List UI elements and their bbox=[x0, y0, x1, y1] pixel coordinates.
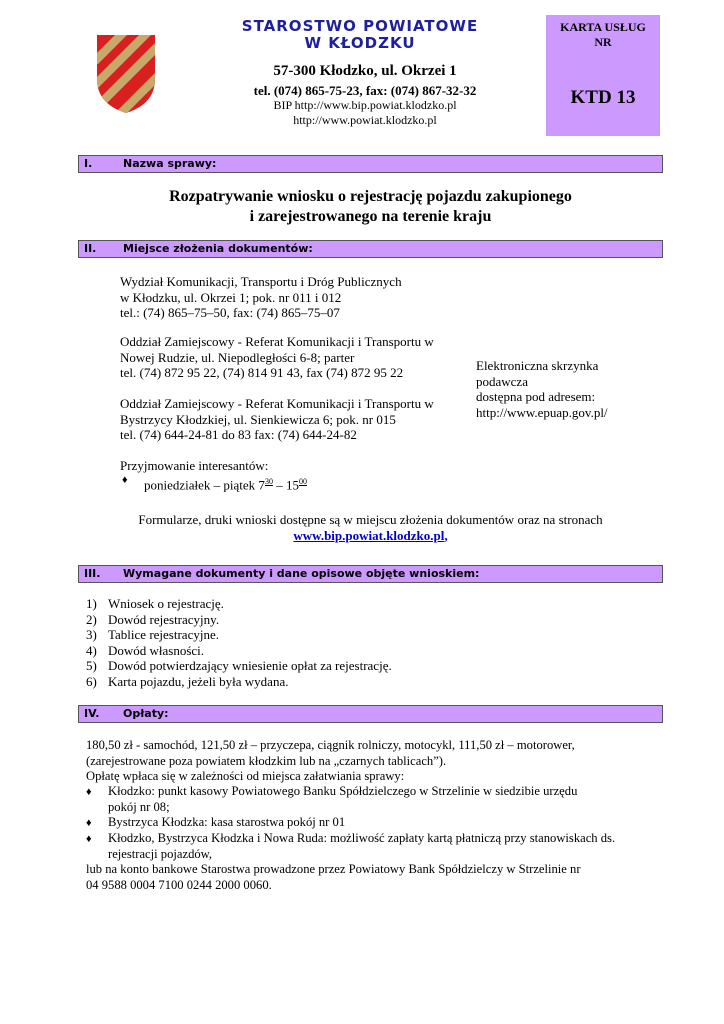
org-address: 57-300 Kłodzko, ul. Okrzei 1 bbox=[273, 63, 457, 79]
list-item-number: 2) bbox=[86, 611, 97, 627]
fees-bullet-3 bbox=[108, 831, 656, 862]
section-bar-3 bbox=[78, 565, 663, 583]
list-item-text: Dowód rejestracyjny. bbox=[108, 611, 220, 627]
org-phone: tel. (074) 865-75-23, fax: (074) 867-32-32 bbox=[253, 83, 477, 98]
fees-bullet-1 bbox=[108, 784, 656, 815]
service-card-box bbox=[546, 15, 660, 136]
section-label: Miejsce złożenia dokumentów: bbox=[123, 242, 313, 255]
epuap-line: dostępna pod adresem: bbox=[476, 389, 596, 404]
section-bar-1 bbox=[78, 155, 663, 173]
list-item-text: Tablice rejestracyjne. bbox=[108, 627, 219, 642]
epuap-url: http://www.epuap.gov.pl/ bbox=[476, 404, 608, 420]
section-number: IV. bbox=[84, 707, 100, 720]
forms-link-suffix: , bbox=[444, 527, 448, 543]
office-1-block bbox=[120, 274, 465, 321]
office-hours bbox=[144, 474, 444, 493]
hours-to-minutes: 00 bbox=[298, 477, 307, 486]
list-item-text: Wniosek o rejestrację. bbox=[108, 596, 224, 611]
section-label: Opłaty: bbox=[123, 707, 169, 720]
bullet-icon: ♦ bbox=[86, 833, 92, 845]
case-title bbox=[78, 187, 663, 227]
documents-list bbox=[86, 596, 646, 689]
list-item-number: 4) bbox=[86, 642, 97, 658]
list-item-number: 1) bbox=[86, 596, 97, 611]
coat-of-arms-icon bbox=[96, 34, 156, 114]
hours-from-minutes: 30 bbox=[264, 477, 273, 486]
forms-note-text: Formularze, druki wnioski dostępne są w miejscu złożenia dokumentów oraz na stronach bbox=[138, 512, 603, 527]
bank-account-block bbox=[86, 862, 656, 893]
section-label: Nazwa sprawy: bbox=[123, 157, 217, 170]
fees-note: (zarejestrowane poza powiatem kłodzkim lub na „czarnych tablicach”). bbox=[86, 753, 447, 768]
office-2-block bbox=[120, 334, 465, 381]
section-number: I. bbox=[84, 157, 93, 170]
office-2-line: Nowej Rudzie, ul. Niepodległości 6-8; parter bbox=[120, 349, 355, 365]
bullet-icon: ♦ bbox=[122, 474, 128, 486]
list-item-number: 3) bbox=[86, 627, 97, 642]
hours-days: poniedziałek – piątek 7 bbox=[144, 477, 265, 493]
org-name-line2: W KŁODZKU bbox=[304, 34, 416, 52]
card-label-line1: KARTA USŁUG bbox=[560, 20, 646, 34]
org-bip: BIP http://www.bip.powiat.klodzko.pl bbox=[273, 98, 457, 112]
list-item bbox=[86, 627, 646, 643]
case-title-line1: Rozpatrywanie wniosku o rejestrację pojazdu zakupionego bbox=[169, 188, 572, 205]
bip-link[interactable]: www.bip.powiat.klodzko.pl bbox=[293, 527, 445, 543]
epuap-line: Elektroniczna skrzynka bbox=[476, 358, 599, 373]
section-number: II. bbox=[84, 242, 97, 255]
forms-note bbox=[78, 512, 663, 543]
case-title-line2: i zarejestrowanego na terenie kraju bbox=[249, 208, 492, 225]
list-item-text: Dowód własności. bbox=[108, 642, 205, 658]
list-item bbox=[86, 612, 646, 628]
list-item bbox=[86, 674, 646, 690]
office-3-line: Bystrzycy Kłodzkiej, ul. Sienkiewicza 6; pok. nr 015 bbox=[120, 411, 396, 427]
office-1-line: Wydział Komunikacji, Transportu i Dróg Publicznych bbox=[120, 274, 402, 289]
fees-bullet-text: Kłodzko, Bystrzyca Kłodzka i Nowa Ruda: możliwość zapłaty kartą płatniczą przy stanowiskach ds. bbox=[108, 831, 616, 845]
fees-payment-intro: Opłatę wpłaca się w zależności od miejsca załatwiania sprawy: bbox=[86, 769, 405, 783]
list-item-text: Dowód potwierdzający wniesienie opłat za rejestrację. bbox=[108, 658, 392, 673]
section-bar-2 bbox=[78, 240, 663, 258]
bullet-icon: ♦ bbox=[86, 817, 92, 829]
fees-block bbox=[86, 738, 656, 785]
office-1-line: w Kłodzku, ul. Okrzei 1; pok. nr 011 i 012 bbox=[120, 289, 342, 305]
fees-bullet-text: Kłodzko: punkt kasowy Powiatowego Banku Spółdzielczego w Strzelinie w siedzibie urzędu bbox=[108, 784, 578, 798]
office-2-line: Oddział Zamiejscowy - Referat Komunikacji i Transportu w bbox=[120, 334, 434, 349]
bullet-icon: ♦ bbox=[86, 786, 92, 798]
section-bar-4 bbox=[78, 705, 663, 723]
bank-account-intro: lub na konto bankowe Starostwa prowadzone przez Powiatowy Bank Spółdzielczy w Strzelinie nr bbox=[86, 862, 581, 876]
hours-label: Przyjmowanie interesantów: bbox=[120, 458, 269, 473]
fees-bullet-text: rejestracji pojazdów, bbox=[108, 846, 213, 861]
fees-bullet-text: pokój nr 08; bbox=[108, 799, 170, 814]
list-item-number: 6) bbox=[86, 673, 97, 689]
org-www: http://www.powiat.klodzko.pl bbox=[293, 113, 437, 127]
list-item bbox=[86, 596, 646, 612]
section-label: Wymagane dokumenty i dane opisowe objęte wnioskiem: bbox=[123, 567, 480, 580]
org-name-line1: STAROSTWO POWIATOWE bbox=[241, 17, 479, 35]
epuap-line: podawcza bbox=[476, 373, 528, 389]
office-3-block bbox=[120, 396, 465, 443]
list-item bbox=[86, 643, 646, 659]
fees-rates: 180,50 zł - samochód, 121,50 zł – przyczepa, ciągnik rolniczy, motocykl, 111,50 zł – motorower, bbox=[86, 738, 575, 752]
bank-account-number: 04 9588 0004 7100 0244 2000 0060. bbox=[86, 877, 272, 892]
section-number: III. bbox=[84, 567, 101, 580]
service-card-label bbox=[546, 20, 660, 50]
list-item-number: 5) bbox=[86, 658, 97, 673]
list-item bbox=[86, 658, 646, 674]
hours-to: – 15 bbox=[272, 477, 299, 493]
epuap-block bbox=[476, 358, 661, 420]
list-item-text: Karta pojazdu, jeżeli była wydana. bbox=[108, 673, 289, 689]
office-1-line: tel.: (74) 865–75–50, fax: (74) 865–75–07 bbox=[120, 305, 340, 320]
fees-bullet-2: Bystrzyca Kłodzka: kasa starostwa pokój nr 01 bbox=[108, 815, 346, 829]
office-2-line: tel. (74) 872 95 22, (74) 814 91 43, fax (74) 872 95 22 bbox=[120, 365, 404, 380]
office-3-line: Oddział Zamiejscowy - Referat Komunikacji i Transportu w bbox=[120, 396, 434, 411]
card-label-line2: NR bbox=[594, 35, 612, 49]
service-card-code: KTD 13 bbox=[570, 87, 636, 108]
office-3-line: tel. (74) 644-24-81 do 83 fax: (74) 644-24-82 bbox=[120, 427, 357, 442]
